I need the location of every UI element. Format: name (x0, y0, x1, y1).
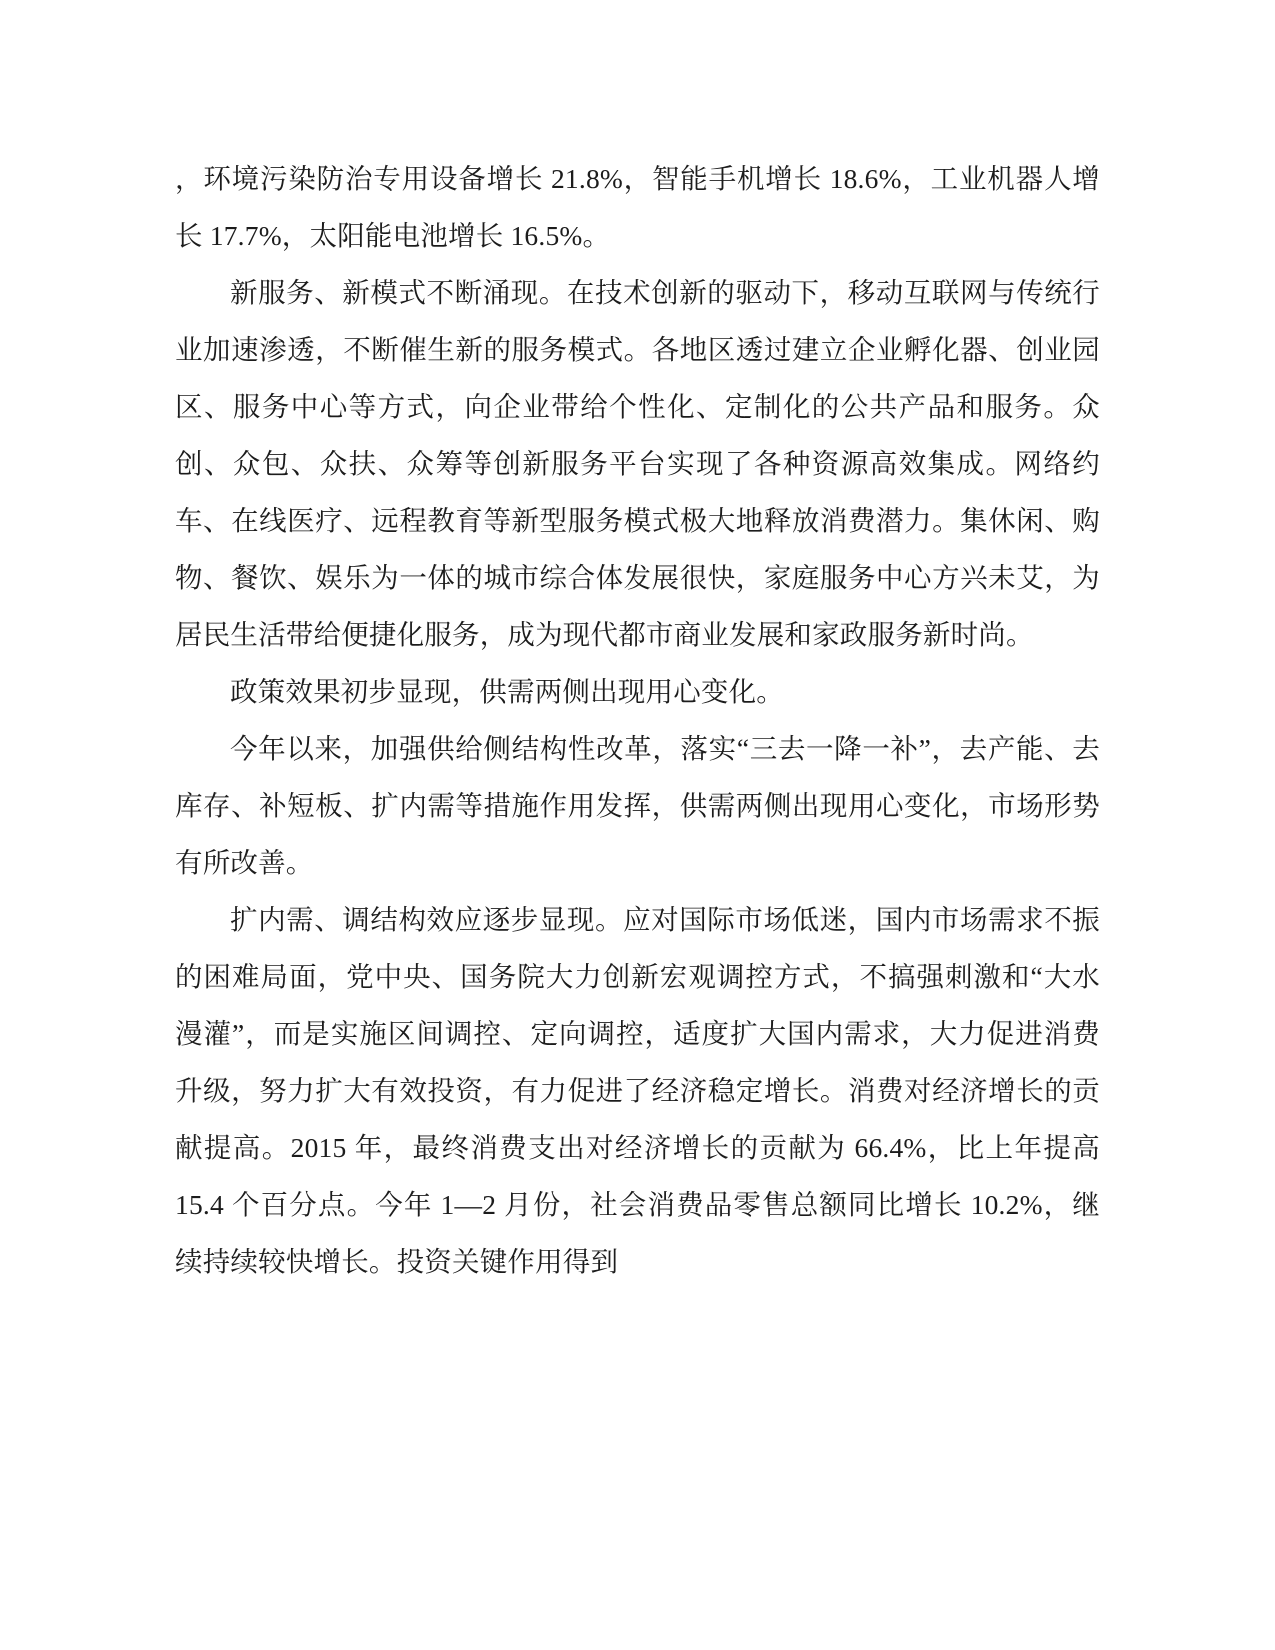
paragraph-3: 政策效果初步显现，供需两侧出现用心变化。 (230, 676, 784, 707)
paragraph-5: 扩内需、调结构效应逐步显现。应对国际市场低迷，国内市场需求不振的困难局面，党中央、国务院大力创新宏观调控方式，不搞强刺激和“大水漫灌”，而是实施区间调控、定向调控，适度扩大国内需求，大力促进消费升级，努力扩大有效投资，有力促进了经济稳定增长。消费对经济增长的贡献提高。2015 年，最终消费支出对经济增长的贡献为 66.4%，比上年提高 15.4 个百分点。今年 1—2 月份，社会消费品零售总额同比增长 10.2%，继续持续较快增长。投资关键作用得到 (175, 904, 1100, 1277)
paragraph-1: ，环境污染防治专用设备增长 21.8%，智能手机增长 18.6%，工业机器人增长 17.7%，太阳能电池增长 16.5%。 (175, 163, 1100, 251)
document-body (175, 150, 1100, 1290)
paragraph-2: 新服务、新模式不断涌现。在技术创新的驱动下，移动互联网与传统行业加速渗透，不断催生新的服务模式。各地区透过建立企业孵化器、创业园区、服务中心等方式，向企业带给个性化、定制化的公共产品和服务。众创、众包、众扶、众筹等创新服务平台实现了各种资源高效集成。网络约车、在线医疗、远程教育等新型服务模式极大地释放消费潜力。集休闲、购物、餐饮、娱乐为一体的城市综合体发展很快，家庭服务中心方兴未艾，为居民生活带给便捷化服务，成为现代都市商业发展和家政服务新时尚。 (175, 277, 1100, 650)
paragraph-4: 今年以来，加强供给侧结构性改革，落实“三去一降一补”，去产能、去库存、补短板、扩内需等措施作用发挥，供需两侧出现用心变化，市场形势有所改善。 (175, 733, 1100, 878)
